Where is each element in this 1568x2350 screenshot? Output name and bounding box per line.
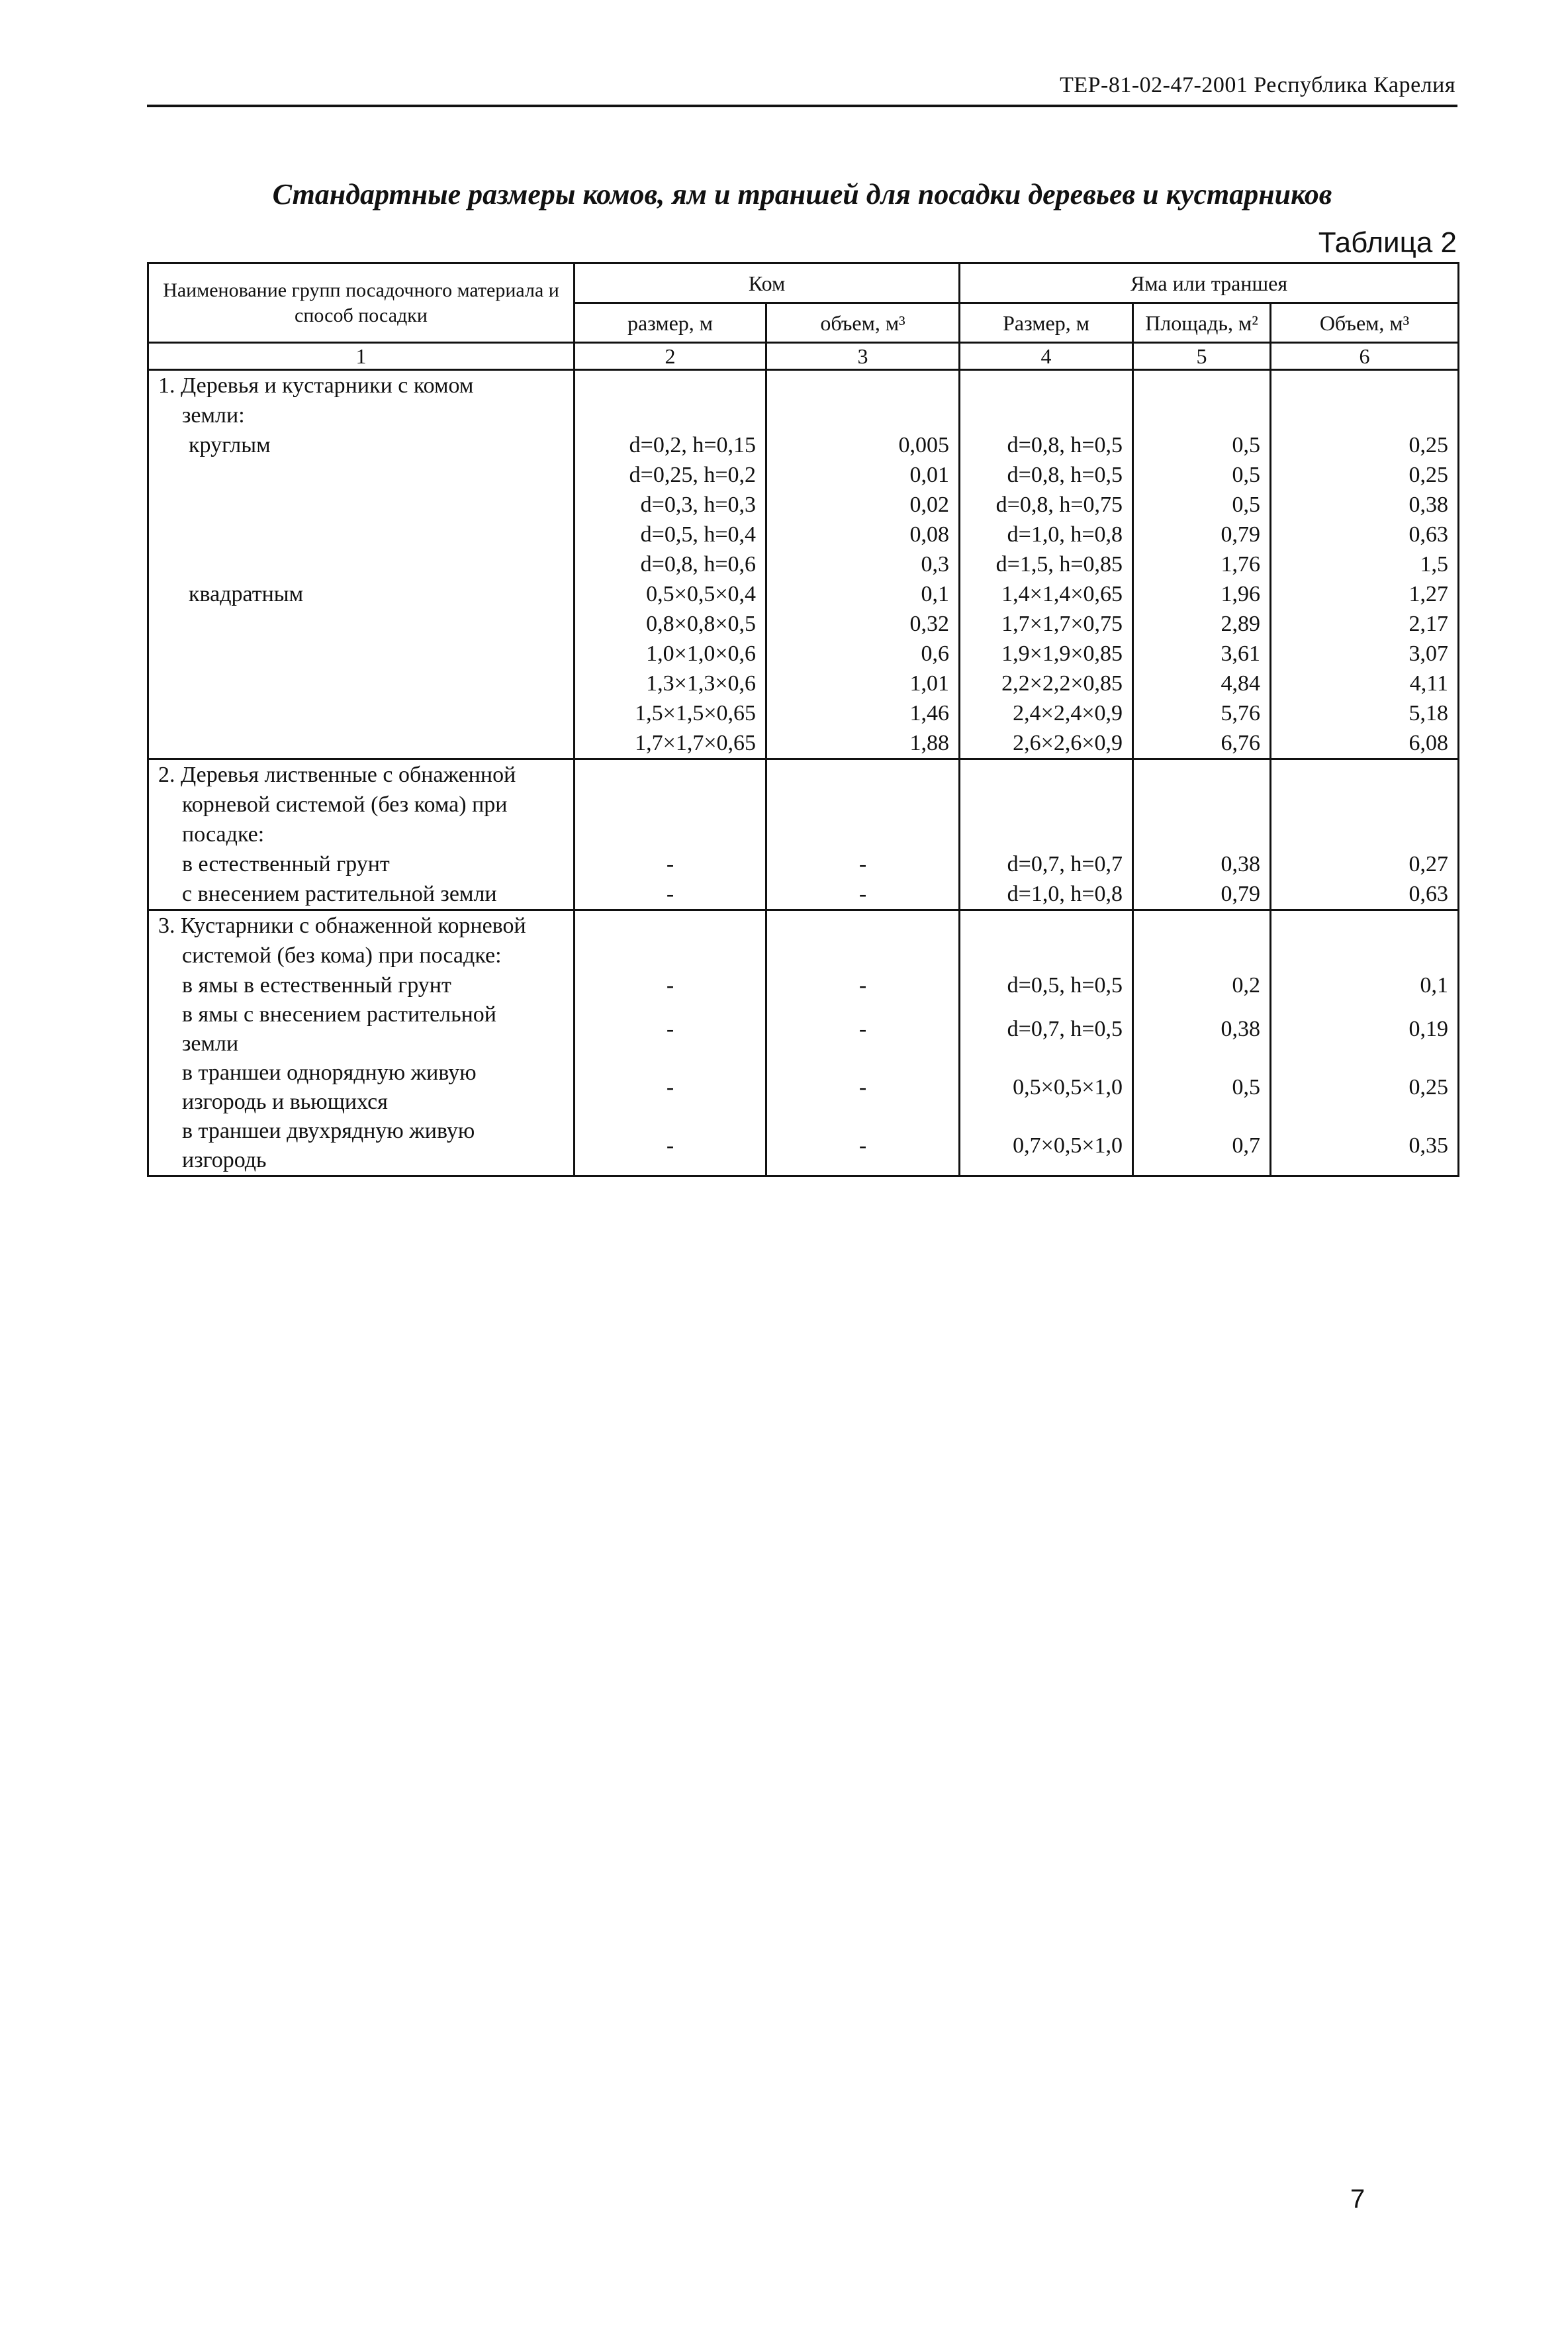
pit-size: d=0,8, h=0,75 — [960, 490, 1133, 520]
pit-size: 1,4×1,4×0,65 — [960, 579, 1133, 609]
pit-area: 1,96 — [1133, 579, 1271, 609]
kom-volume: 0,01 — [766, 460, 960, 490]
section-1-title-row — [148, 400, 1459, 430]
kom-volume: - — [766, 970, 960, 1000]
table-row — [148, 1000, 1459, 1058]
kom-volume: 0,08 — [766, 520, 960, 549]
kom-size: d=0,25, h=0,2 — [575, 460, 766, 490]
column-number: 5 — [1133, 343, 1271, 370]
pit-volume: 0,38 — [1271, 490, 1459, 520]
section-2-title-row — [148, 759, 1459, 790]
pit-area: 0,5 — [1133, 1058, 1271, 1117]
column-number: 4 — [960, 343, 1133, 370]
pit-size: 1,9×1,9×0,85 — [960, 639, 1133, 669]
table-row — [148, 639, 1459, 669]
pit-area: 0,38 — [1133, 849, 1271, 879]
table-row — [148, 430, 1459, 460]
row-label-round: круглым — [148, 430, 575, 460]
kom-volume: 0,02 — [766, 490, 960, 520]
pit-volume: 0,25 — [1271, 460, 1459, 490]
kom-size: 0,5×0,5×0,4 — [575, 579, 766, 609]
header-rule — [147, 105, 1457, 107]
pit-volume: 0,35 — [1271, 1117, 1459, 1176]
pit-volume: 1,5 — [1271, 549, 1459, 579]
pit-size: d=0,7, h=0,7 — [960, 849, 1133, 879]
column-number: 2 — [575, 343, 766, 370]
section-3-title-row — [148, 910, 1459, 941]
table-row — [148, 669, 1459, 698]
pit-volume: 4,11 — [1271, 669, 1459, 698]
table-row — [148, 549, 1459, 579]
kom-size: 1,0×1,0×0,6 — [575, 639, 766, 669]
col-header-name: Наименование групп посадочного материала и способ посадки — [148, 263, 575, 343]
pit-volume: 0,1 — [1271, 970, 1459, 1000]
table-row — [148, 579, 1459, 609]
pit-size: d=0,8, h=0,5 — [960, 430, 1133, 460]
column-number: 1 — [148, 343, 575, 370]
kom-size: - — [575, 1000, 766, 1058]
section-2-title-row — [148, 790, 1459, 820]
pit-size: d=0,5, h=0,5 — [960, 970, 1133, 1000]
col-header-pit-size: Размер, м — [960, 303, 1133, 343]
pit-area: 5,76 — [1133, 698, 1271, 728]
kom-size: d=0,8, h=0,6 — [575, 549, 766, 579]
row-label: с внесением растительной земли — [148, 879, 575, 910]
section-3-title: 3. Кустарники с обнаженной корневой — [148, 910, 575, 941]
kom-size: - — [575, 1058, 766, 1117]
kom-size: - — [575, 849, 766, 879]
pit-area: 0,5 — [1133, 490, 1271, 520]
column-number: 3 — [766, 343, 960, 370]
pit-area: 2,89 — [1133, 609, 1271, 639]
pit-volume: 0,19 — [1271, 1000, 1459, 1058]
pit-area: 1,76 — [1133, 549, 1271, 579]
pit-size: 2,4×2,4×0,9 — [960, 698, 1133, 728]
section-2-title-cont: посадке: — [148, 820, 575, 849]
kom-size: 1,5×1,5×0,65 — [575, 698, 766, 728]
row-label-square: квадратным — [148, 579, 575, 609]
col-header-pit-area: Площадь, м² — [1133, 303, 1271, 343]
section-2-title-cont: корневой системой (без кома) при — [148, 790, 575, 820]
pit-size: 1,7×1,7×0,75 — [960, 609, 1133, 639]
pit-volume: 5,18 — [1271, 698, 1459, 728]
kom-volume: - — [766, 849, 960, 879]
pit-area: 0,5 — [1133, 460, 1271, 490]
row-label: в ямы в естественный грунт — [148, 970, 575, 1000]
section-1-title-row — [148, 370, 1459, 401]
pit-area: 0,2 — [1133, 970, 1271, 1000]
table-row — [148, 609, 1459, 639]
column-number: 6 — [1271, 343, 1459, 370]
pit-volume: 3,07 — [1271, 639, 1459, 669]
kom-size: - — [575, 1117, 766, 1176]
kom-size: d=0,3, h=0,3 — [575, 490, 766, 520]
pit-volume: 0,63 — [1271, 520, 1459, 549]
kom-size: d=0,2, h=0,15 — [575, 430, 766, 460]
pit-volume: 0,25 — [1271, 430, 1459, 460]
pit-volume: 0,27 — [1271, 849, 1459, 879]
row-label: в ямы с внесением растительной земли — [148, 1000, 575, 1058]
kom-volume: - — [766, 1058, 960, 1117]
row-label: в траншеи однорядную живую изгородь и вьющихся — [148, 1058, 575, 1117]
pit-area: 0,7 — [1133, 1117, 1271, 1176]
pit-area: 6,76 — [1133, 728, 1271, 759]
pit-size: d=1,5, h=0,85 — [960, 549, 1133, 579]
section-1-title-cont: земли: — [148, 400, 575, 430]
kom-volume: 0,32 — [766, 609, 960, 639]
pit-size: 2,2×2,2×0,85 — [960, 669, 1133, 698]
kom-volume: 1,88 — [766, 728, 960, 759]
table-row — [148, 460, 1459, 490]
section-2-title-row — [148, 820, 1459, 849]
pit-size: 2,6×2,6×0,9 — [960, 728, 1133, 759]
row-label: в естественный грунт — [148, 849, 575, 879]
pit-area: 4,84 — [1133, 669, 1271, 698]
column-number-row — [148, 343, 1459, 370]
kom-volume: - — [766, 1117, 960, 1176]
table-row — [148, 970, 1459, 1000]
col-header-kom-size: размер, м — [575, 303, 766, 343]
pit-size: d=0,7, h=0,5 — [960, 1000, 1133, 1058]
kom-size: 1,3×1,3×0,6 — [575, 669, 766, 698]
section-1-title: 1. Деревья и кустарники с комом — [148, 370, 575, 401]
section-2-title: 2. Деревья лиственные с обнаженной — [148, 759, 575, 790]
pit-size: 0,7×0,5×1,0 — [960, 1117, 1133, 1176]
section-3-title-row — [148, 941, 1459, 970]
kom-volume: - — [766, 879, 960, 910]
section-3-title-cont: системой (без кома) при посадке: — [148, 941, 575, 970]
table-row — [148, 849, 1459, 879]
table-caption: Таблица 2 — [1318, 226, 1457, 259]
kom-size: 1,7×1,7×0,65 — [575, 728, 766, 759]
table-row — [148, 520, 1459, 549]
kom-volume: 0,1 — [766, 579, 960, 609]
pit-volume: 6,08 — [1271, 728, 1459, 759]
document-code: ТЕР-81-02-47-2001 Республика Карелия — [1060, 73, 1455, 97]
pit-area: 3,61 — [1133, 639, 1271, 669]
pit-size: 0,5×0,5×1,0 — [960, 1058, 1133, 1117]
col-group-kom: Ком — [575, 263, 960, 303]
pit-size: d=0,8, h=0,5 — [960, 460, 1133, 490]
kom-size: - — [575, 879, 766, 910]
table-row — [148, 728, 1459, 759]
table-row — [148, 490, 1459, 520]
page-number: 7 — [1350, 2185, 1365, 2214]
col-header-pit-volume: Объем, м³ — [1271, 303, 1459, 343]
table-row — [148, 698, 1459, 728]
pit-volume: 0,63 — [1271, 879, 1459, 910]
kom-volume: 0,005 — [766, 430, 960, 460]
kom-volume: - — [766, 1000, 960, 1058]
kom-volume: 0,3 — [766, 549, 960, 579]
kom-volume: 0,6 — [766, 639, 960, 669]
pit-volume: 2,17 — [1271, 609, 1459, 639]
pit-area: 0,79 — [1133, 879, 1271, 910]
pit-volume: 1,27 — [1271, 579, 1459, 609]
page-title: Стандартные размеры комов, ям и траншей для посадки деревьев и кустарников — [272, 178, 1332, 211]
kom-size: - — [575, 970, 766, 1000]
col-group-yama: Яма или траншея — [960, 263, 1459, 303]
table-row — [148, 1058, 1459, 1117]
pit-volume: 0,25 — [1271, 1058, 1459, 1117]
kom-size: 0,8×0,8×0,5 — [575, 609, 766, 639]
table-header-row — [148, 263, 1459, 303]
pit-area: 0,38 — [1133, 1000, 1271, 1058]
kom-volume: 1,01 — [766, 669, 960, 698]
pit-area: 0,5 — [1133, 430, 1271, 460]
pit-size: d=1,0, h=0,8 — [960, 879, 1133, 910]
pit-size: d=1,0, h=0,8 — [960, 520, 1133, 549]
planting-sizes-table — [147, 262, 1459, 1177]
kom-volume: 1,46 — [766, 698, 960, 728]
col-header-kom-volume: объем, м³ — [766, 303, 960, 343]
table-row — [148, 879, 1459, 910]
kom-size: d=0,5, h=0,4 — [575, 520, 766, 549]
row-label: в траншеи двухрядную живую изгородь — [148, 1117, 575, 1176]
table-row — [148, 1117, 1459, 1176]
pit-area: 0,79 — [1133, 520, 1271, 549]
